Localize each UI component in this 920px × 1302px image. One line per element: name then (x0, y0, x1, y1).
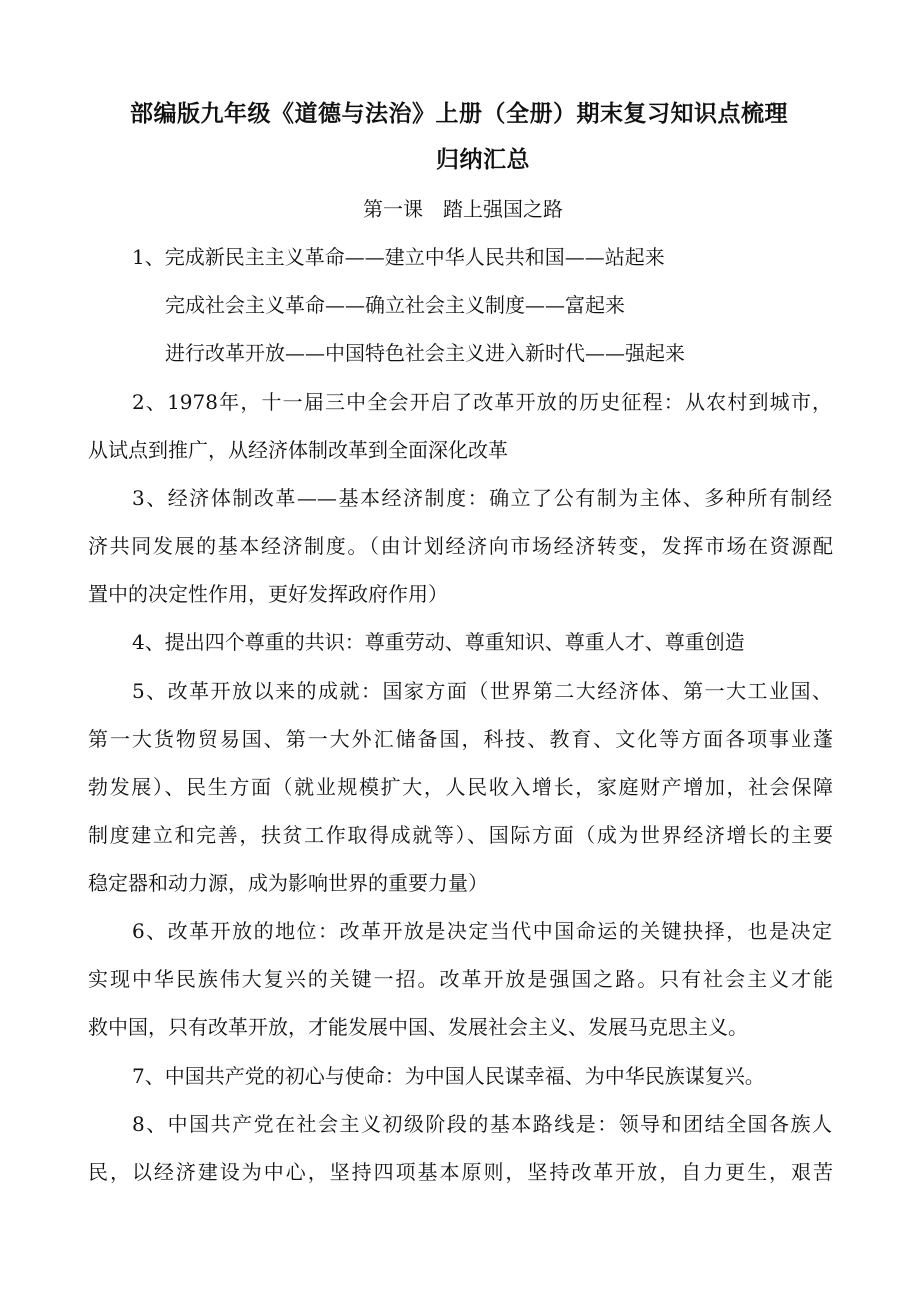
item-6-line-3: 救中国，只有改革开放，才能发展中国、发展社会主义、发展马克思主义。 (88, 1015, 748, 1039)
item-1-line-2: 完成社会主义革命——确立社会主义制度——富起来 (165, 293, 625, 317)
document-title-line-1: 部编版九年级《道德与法治》上册（全册）期末复习知识点梳理 (130, 101, 788, 127)
item-2-line-2: 从试点到推广，从经济体制改革到全面深化改革 (88, 438, 508, 462)
item-1-line-1: 1、完成新民主主义革命——建立中华人民共和国——站起来 (132, 245, 665, 269)
item-8-line-2: 民，以经济建设为中心，坚持四项基本原则，坚持改革开放，自力更生，艰苦 (88, 1160, 833, 1184)
item-3-line-1: 3、经济体制改革——基本经济制度：确立了公有制为主体、多种所有制经 (132, 486, 832, 510)
item-4-line-1: 4、提出四个尊重的共识：尊重劳动、尊重知识、尊重人才、尊重创造 (132, 630, 745, 654)
item-1-line-3: 进行改革开放——中国特色社会主义进入新时代——强起来 (165, 341, 685, 365)
item-5-line-2: 第一大货物贸易国、第一大外汇储备国，科技、教育、文化等方面各项事业蓬 (88, 727, 833, 751)
item-6-line-1: 6、改革开放的地位：改革开放是决定当代中国命运的关键抉择，也是决定 (132, 919, 832, 943)
item-5-line-3: 勃发展）、民生方面（就业规模扩大，人民收入增长，家庭财产增加，社会保障 (88, 775, 833, 799)
document-title-line-2: 归纳汇总 (436, 147, 530, 173)
item-2-line-1: 2、1978年，十一届三中全会开启了改革开放的历史征程：从农村到城市， (132, 390, 832, 414)
lesson-heading: 第一课 踏上强国之路 (363, 197, 563, 221)
item-5-line-5: 稳定器和动力源，成为影响世界的重要力量） (88, 871, 488, 895)
item-5-line-4: 制度建立和完善，扶贫工作取得成就等）、国际方面（成为世界经济增长的主要 (88, 823, 833, 847)
item-6-line-2: 实现中华民族伟大复兴的关键一招。改革开放是强国之路。只有社会主义才能 (88, 967, 833, 991)
item-7-line-1: 7、中国共产党的初心与使命：为中国人民谋幸福、为中华民族谋复兴。 (132, 1064, 765, 1088)
item-3-line-2: 济共同发展的基本经济制度。（由计划经济向市场经济转变，发挥市场在资源配 (88, 534, 833, 558)
item-5-line-1: 5、改革开放以来的成就：国家方面（世界第二大经济体、第一大工业国、 (132, 679, 832, 703)
item-3-line-3: 置中的决定性作用，更好发挥政府作用） (88, 582, 448, 606)
item-8-line-1: 8、中国共产党在社会主义初级阶段的基本路线是：领导和团结全国各族人 (132, 1112, 832, 1136)
